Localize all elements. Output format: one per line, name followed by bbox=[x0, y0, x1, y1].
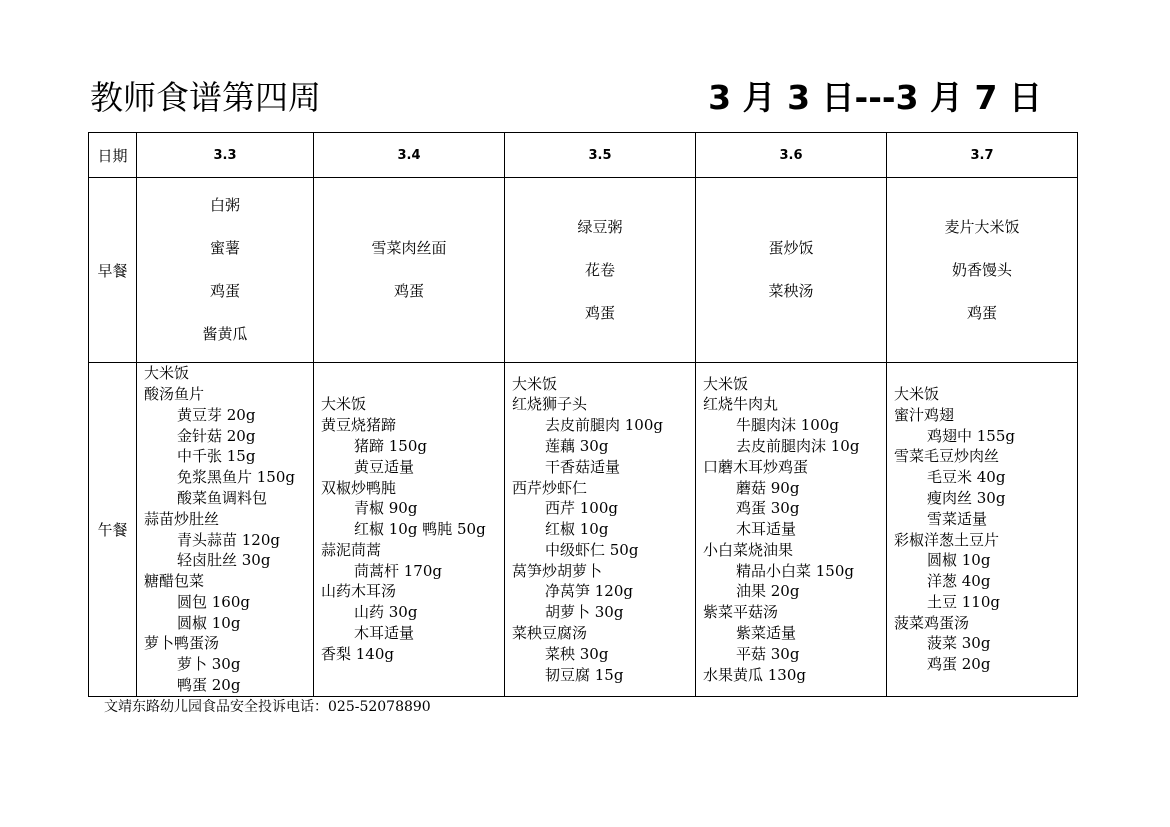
menu-table bbox=[88, 132, 1078, 697]
lunch-cell bbox=[887, 363, 1078, 697]
ingredient-line: 瘦肉丝 30g bbox=[927, 488, 1006, 507]
dish-name: 大米饭 bbox=[321, 395, 367, 414]
ingredient-line: 金针菇 20g bbox=[177, 426, 256, 445]
lunch-cell bbox=[137, 363, 314, 697]
breakfast-item: 白粥 bbox=[209, 196, 240, 214]
ingredient-line: 圆椒 10g bbox=[927, 551, 991, 570]
ingredient-line: 轻卤肚丝 30g bbox=[177, 551, 271, 570]
ingredient-line: 圆包 160g bbox=[177, 592, 251, 611]
dish-name: 大米饭 bbox=[144, 364, 190, 383]
dish-name: 彩椒洋葱土豆片 bbox=[894, 530, 1000, 549]
breakfast-item: 蜜薯 bbox=[209, 239, 240, 257]
ingredient-line: 黄豆适量 bbox=[354, 457, 415, 476]
breakfast-cell bbox=[696, 178, 887, 363]
ingredient-line: 红椒 10g bbox=[545, 520, 609, 539]
ingredient-line: 胡萝卜 30g bbox=[545, 603, 624, 622]
complaint-hotline: 文靖东路幼儿园食品安全投诉电话：025-52078890 bbox=[104, 699, 431, 715]
dish-name: 糖醋包菜 bbox=[144, 572, 205, 591]
ingredient-line: 去皮前腿肉沫 10g bbox=[736, 436, 860, 455]
ingredient-line: 圆椒 10g bbox=[177, 613, 241, 632]
dish-name: 蜜汁鸡翅 bbox=[894, 405, 955, 424]
dish-name: 水果黄瓜 130g bbox=[703, 665, 807, 684]
breakfast-item: 绿豆粥 bbox=[577, 217, 623, 236]
ingredient-line: 菜秧 30g bbox=[545, 644, 609, 663]
lunch-row bbox=[89, 363, 1078, 697]
ingredient-line: 茼蒿杆 170g bbox=[354, 561, 443, 580]
ingredient-line: 紫菜适量 bbox=[736, 624, 797, 643]
breakfast-item: 麦片大米饭 bbox=[944, 217, 1020, 236]
lunch-label: 午餐 bbox=[89, 363, 137, 697]
ingredient-line: 毛豆米 40g bbox=[927, 468, 1006, 487]
ingredient-line: 鸭蛋 20g bbox=[177, 676, 241, 695]
dish-name: 紫菜平菇汤 bbox=[703, 603, 779, 622]
ingredient-line: 莲藕 30g bbox=[545, 436, 609, 455]
breakfast-item: 菜秧汤 bbox=[768, 282, 814, 300]
day-header: 3.4 bbox=[314, 133, 505, 178]
ingredient-line: 鸡蛋 20g bbox=[927, 655, 991, 674]
breakfast-cell bbox=[137, 178, 314, 363]
breakfast-cell bbox=[505, 178, 696, 363]
day-header: 3.6 bbox=[696, 133, 887, 178]
ingredient-line: 土豆 110g bbox=[927, 592, 1001, 611]
ingredient-line: 黄豆芽 20g bbox=[177, 405, 256, 424]
dish-name: 小白菜烧油果 bbox=[703, 540, 794, 559]
date-range: 3 月 3 日---3 月 7 日 bbox=[708, 78, 1042, 117]
day-header: 3.7 bbox=[887, 133, 1078, 178]
ingredient-line: 木耳适量 bbox=[354, 624, 415, 643]
ingredient-line: 木耳适量 bbox=[736, 520, 797, 539]
ingredient-line: 油果 20g bbox=[736, 582, 800, 601]
dish-name: 西芹炒虾仁 bbox=[512, 478, 588, 497]
ingredient-line: 红椒 10g 鸭肫 50g bbox=[354, 520, 486, 539]
breakfast-cell bbox=[887, 178, 1078, 363]
dish-name: 雪菜毛豆炒肉丝 bbox=[894, 447, 1000, 466]
ingredient-line: 洋葱 40g bbox=[927, 572, 991, 591]
ingredient-line: 去皮前腿肉 100g bbox=[545, 416, 664, 435]
dish-name: 大米饭 bbox=[703, 374, 749, 393]
dish-name: 蒜苗炒肚丝 bbox=[144, 509, 220, 528]
ingredient-line: 干香菇适量 bbox=[545, 457, 621, 476]
breakfast-item: 蛋炒饭 bbox=[768, 239, 814, 257]
breakfast-item: 鸡蛋 bbox=[393, 282, 424, 300]
breakfast-item: 鸡蛋 bbox=[209, 282, 240, 300]
dish-name: 蒜泥茼蒿 bbox=[321, 540, 382, 559]
lunch-cell bbox=[314, 363, 505, 697]
ingredient-line: 山药 30g bbox=[354, 603, 418, 622]
dish-name: 大米饭 bbox=[894, 384, 940, 403]
lunch-cell bbox=[696, 363, 887, 697]
breakfast-item: 酱黄瓜 bbox=[202, 325, 248, 343]
dish-name: 菠菜鸡蛋汤 bbox=[894, 613, 970, 632]
breakfast-item: 雪菜肉丝面 bbox=[371, 239, 447, 257]
ingredient-line: 精品小白菜 150g bbox=[736, 561, 855, 580]
ingredient-line: 西芹 100g bbox=[545, 499, 619, 518]
breakfast-item: 鸡蛋 bbox=[966, 303, 997, 322]
dish-name: 莴笋炒胡萝卜 bbox=[512, 561, 603, 580]
breakfast-item: 花卷 bbox=[584, 260, 615, 279]
ingredient-line: 鸡蛋 30g bbox=[736, 499, 800, 518]
ingredient-line: 净莴笋 120g bbox=[545, 582, 634, 601]
ingredient-line: 青头蒜苗 120g bbox=[177, 530, 281, 549]
ingredient-line: 酸菜鱼调料包 bbox=[177, 488, 268, 507]
dish-name: 黄豆烧猪蹄 bbox=[321, 416, 397, 435]
day-header: 3.3 bbox=[137, 133, 314, 178]
ingredient-line: 中级虾仁 50g bbox=[545, 540, 639, 559]
header-row bbox=[89, 133, 1078, 178]
ingredient-line: 猪蹄 150g bbox=[354, 436, 428, 455]
dish-name: 山药木耳汤 bbox=[321, 582, 397, 601]
lunch-cell bbox=[505, 363, 696, 697]
ingredient-line: 萝卜 30g bbox=[177, 655, 241, 674]
ingredient-line: 免浆黑鱼片 150g bbox=[177, 468, 296, 487]
dish-name: 大米饭 bbox=[512, 374, 558, 393]
ingredient-line: 鸡翅中 155g bbox=[927, 426, 1016, 445]
breakfast-label: 早餐 bbox=[89, 178, 137, 363]
ingredient-line: 蘑菇 90g bbox=[736, 478, 800, 497]
dish-name: 红烧狮子头 bbox=[512, 395, 588, 414]
breakfast-row bbox=[89, 178, 1078, 363]
ingredient-line: 雪菜适量 bbox=[927, 509, 988, 528]
breakfast-item: 鸡蛋 bbox=[584, 303, 615, 322]
ingredient-line: 菠菜 30g bbox=[927, 634, 991, 653]
dish-name: 菜秧豆腐汤 bbox=[512, 624, 588, 643]
dish-name: 萝卜鸭蛋汤 bbox=[144, 634, 220, 653]
date-header-label: 日期 bbox=[89, 133, 137, 178]
ingredient-line: 青椒 90g bbox=[354, 499, 418, 518]
dish-name: 红烧牛肉丸 bbox=[703, 395, 779, 414]
breakfast-cell bbox=[314, 178, 505, 363]
ingredient-line: 牛腿肉沫 100g bbox=[736, 416, 840, 435]
dish-name: 酸汤鱼片 bbox=[144, 384, 205, 403]
ingredient-line: 平菇 30g bbox=[736, 644, 800, 663]
page-title: 教师食谱第四周 bbox=[90, 78, 321, 117]
day-header: 3.5 bbox=[505, 133, 696, 178]
breakfast-item: 奶香馒头 bbox=[951, 260, 1012, 279]
ingredient-line: 韧豆腐 15g bbox=[545, 665, 624, 684]
ingredient-line: 中千张 15g bbox=[177, 447, 256, 466]
dish-name: 双椒炒鸭肫 bbox=[321, 478, 397, 497]
dish-name: 香梨 140g bbox=[321, 644, 395, 663]
dish-name: 口蘑木耳炒鸡蛋 bbox=[703, 457, 809, 476]
